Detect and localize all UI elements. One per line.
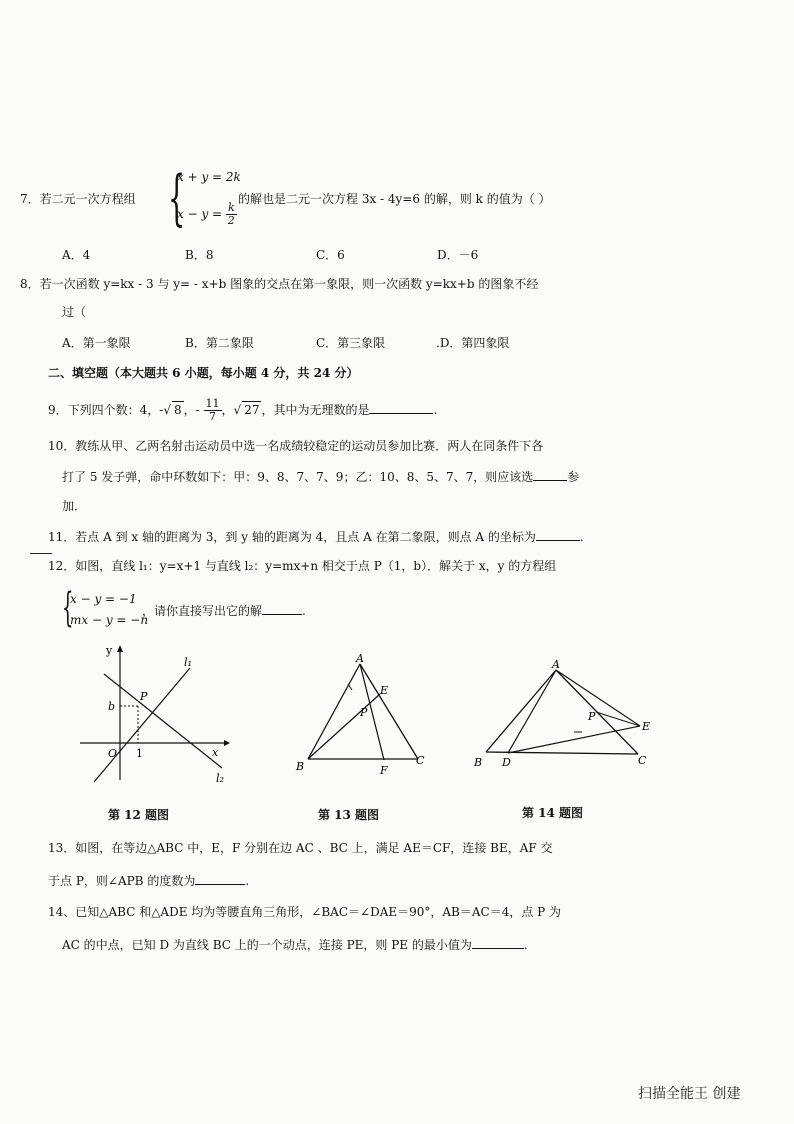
q9-text-b: ，- (183, 403, 200, 417)
q10-line1: 10．教练从甲、乙两名射击运动员中选一名成绩较稳定的运动员参加比赛．两人在同条件下各 (48, 439, 544, 453)
q14-line2 (62, 936, 528, 953)
q9-sqrt8: 8 (173, 403, 182, 417)
fig14-segment-ad (508, 670, 556, 753)
fig12-label-l1: l₁ (184, 656, 192, 669)
q14-answer-blank[interactable] (472, 936, 524, 949)
fig12-x-arrow (224, 740, 230, 746)
fig12-label-p: P (140, 690, 148, 703)
q7-frac-den: 2 (227, 214, 235, 227)
q13-line2-end: . (245, 874, 250, 888)
q11-end: . (579, 530, 584, 544)
q7-eq2-left: x − y = (177, 207, 223, 221)
fig13-label-p: P (360, 706, 368, 719)
q9-frac-den: 7 (209, 410, 217, 423)
q9-sqrt27: 27 (244, 403, 260, 417)
q14-line2-text: AC 的中点，已知 D 为直线 BC 上的一个动点，连接 PE，则 PE 的最小值为 (62, 938, 472, 952)
q10-line2-end: 参 (567, 470, 580, 484)
fig14-label-d: D (502, 756, 511, 769)
figure-14 (468, 652, 664, 776)
q11-text: 11．若点 A 到 x 轴的距离为 3，到 y 轴的距离为 4，且点 A 在第二象限，则点 A 的坐标为 (48, 530, 536, 544)
fig13-label-c: C (416, 754, 425, 767)
q7-eq2-fraction (226, 202, 237, 227)
fig12-caption: 第 12 题图 (108, 808, 170, 822)
q7-option-c: C．6 (316, 248, 345, 262)
fig13-tick (348, 684, 352, 690)
fig14-segment-de (508, 726, 640, 753)
fig12-label-y: y (106, 644, 113, 657)
fig13-side-ac (360, 664, 418, 759)
fig13-side-ab (308, 664, 360, 759)
fig14-side-ab (486, 670, 556, 752)
scanner-watermark: 扫描全能王 创建 (638, 1086, 741, 1102)
q12-line1: 12．如图，直线 l₁：y=x+1 与直线 l₂：y=mx+n 相交于点 P（1，b）．解关于 x，y 的方程组 (48, 559, 557, 573)
q8-line1: 8．若一次函数 y=kx - 3 与 y= - x+b 图象的交点在第一象限，则一次函数 y=kx+b 的图象不经 (20, 277, 539, 291)
q13-line2 (48, 872, 249, 889)
q9-fraction (204, 398, 222, 423)
q13-line1: 13．如图，在等边△ABC 中，E，F 分别在边 AC 、BC 上，满足 AE＝CF，连接 BE，AF 交 (48, 841, 553, 855)
fig14-label-a: A (552, 658, 560, 671)
q12-eq1: x − y = −1 (70, 592, 137, 606)
q10-line3: 加． (62, 499, 87, 513)
q12-eq2: mx − y = −n (70, 613, 149, 627)
q10-answer-blank[interactable] (533, 468, 567, 481)
section-heading: 二、填空题（本大题共 6 小题，每小题 4 分，共 24 分） (48, 366, 359, 380)
fig14-caption: 第 14 题图 (522, 806, 584, 820)
fig13-label-b: B (296, 760, 305, 773)
fig14-label-b: B (474, 756, 483, 769)
q9-text-a: 9．下列四个数：4，- (48, 403, 164, 417)
q8-line2: 过（ (62, 305, 87, 319)
figure-13 (292, 648, 442, 778)
q7-eq1: x + y = 2k (177, 170, 241, 184)
q7-option-b: B．8 (185, 248, 214, 262)
fig12-line-l2 (104, 674, 222, 768)
q9-frac-num: 11 (205, 397, 220, 410)
q7-eq2 (177, 202, 237, 227)
fig12-line-l1 (94, 668, 190, 782)
fig13-label-a: A (356, 652, 364, 665)
fig12-label-l2: l₂ (216, 772, 224, 785)
fig12-label-o: O (108, 747, 118, 760)
q9-text-d: ，其中为无理数的是 (261, 403, 370, 417)
fig13-label-e: E (380, 684, 389, 697)
q10-line2-text: 打了 5 发子弹，命中环数如下：甲：9、8、7、7、9；乙：10、8、5、7、7，则应该选 (62, 470, 534, 484)
q13-line2-text: 于点 P，则∠APB 的度数为 (48, 874, 196, 888)
fig12-y-arrow (117, 645, 123, 652)
q10-line2 (62, 468, 579, 485)
fig14-segment-pe (596, 712, 640, 726)
q14-line1: 14、已知△ABC 和△ADE 均为等腰直角三角形，∠BAC＝∠DAE＝90°，AB＝AC＝4，点 P 为 (48, 905, 562, 919)
q12-tail-text: ，请你直接写出它的解 (142, 604, 263, 618)
fig12-label-b: b (108, 700, 116, 713)
q7-option-d: D．－6 (437, 248, 479, 262)
q12-tail-end: . (302, 604, 306, 618)
q7-brace: { (168, 163, 186, 233)
q9-end: . (433, 403, 438, 417)
q14-line2-end: . (523, 938, 528, 952)
q12-tail (142, 602, 306, 619)
q7-equation-system (177, 170, 241, 227)
question-7 (20, 163, 580, 233)
q8-option-b: B．第二象限 (185, 336, 254, 350)
q7-frac-num: k (227, 201, 235, 214)
fig14-label-c: C (638, 754, 647, 767)
question-9: 9．下列四个数：4，-√ 8 ，- $\frac{11}{7}$，√ 27 ，其中为无理数的是 . (48, 397, 438, 423)
scan-mark (30, 553, 52, 554)
q13-answer-blank[interactable] (195, 872, 245, 885)
fig12-label-x: x (212, 746, 219, 759)
q9-text-c: ， (221, 403, 234, 417)
fig14-segment-ae (556, 670, 640, 726)
q7-suffix: 的解也是二元一次方程 3x - 4y=6 的解，则 k 的值为（ ） (238, 192, 551, 206)
q9-answer-blank[interactable] (369, 401, 433, 414)
figure-12 (72, 640, 232, 785)
fig13-caption: 第 13 题图 (318, 808, 380, 822)
fig13-segment-be (308, 694, 380, 759)
q12-brace: { (62, 585, 74, 631)
q8-option-a: A．第一象限 (62, 336, 131, 350)
q7-option-a: A．4 (62, 248, 91, 262)
fig14-label-p: P (588, 710, 596, 723)
fig12-label-1: 1 (136, 747, 143, 760)
q12-answer-blank[interactable] (262, 602, 302, 615)
fig13-label-f: F (380, 764, 388, 777)
q8-option-d: .D．第四象限 (436, 336, 510, 350)
q11-answer-blank[interactable] (536, 528, 580, 541)
question-11 (48, 528, 584, 545)
fig14-label-e: E (642, 720, 651, 733)
q7-prefix: 7．若二元一次方程组 (20, 192, 136, 206)
q8-option-c: C．第三象限 (316, 336, 386, 350)
